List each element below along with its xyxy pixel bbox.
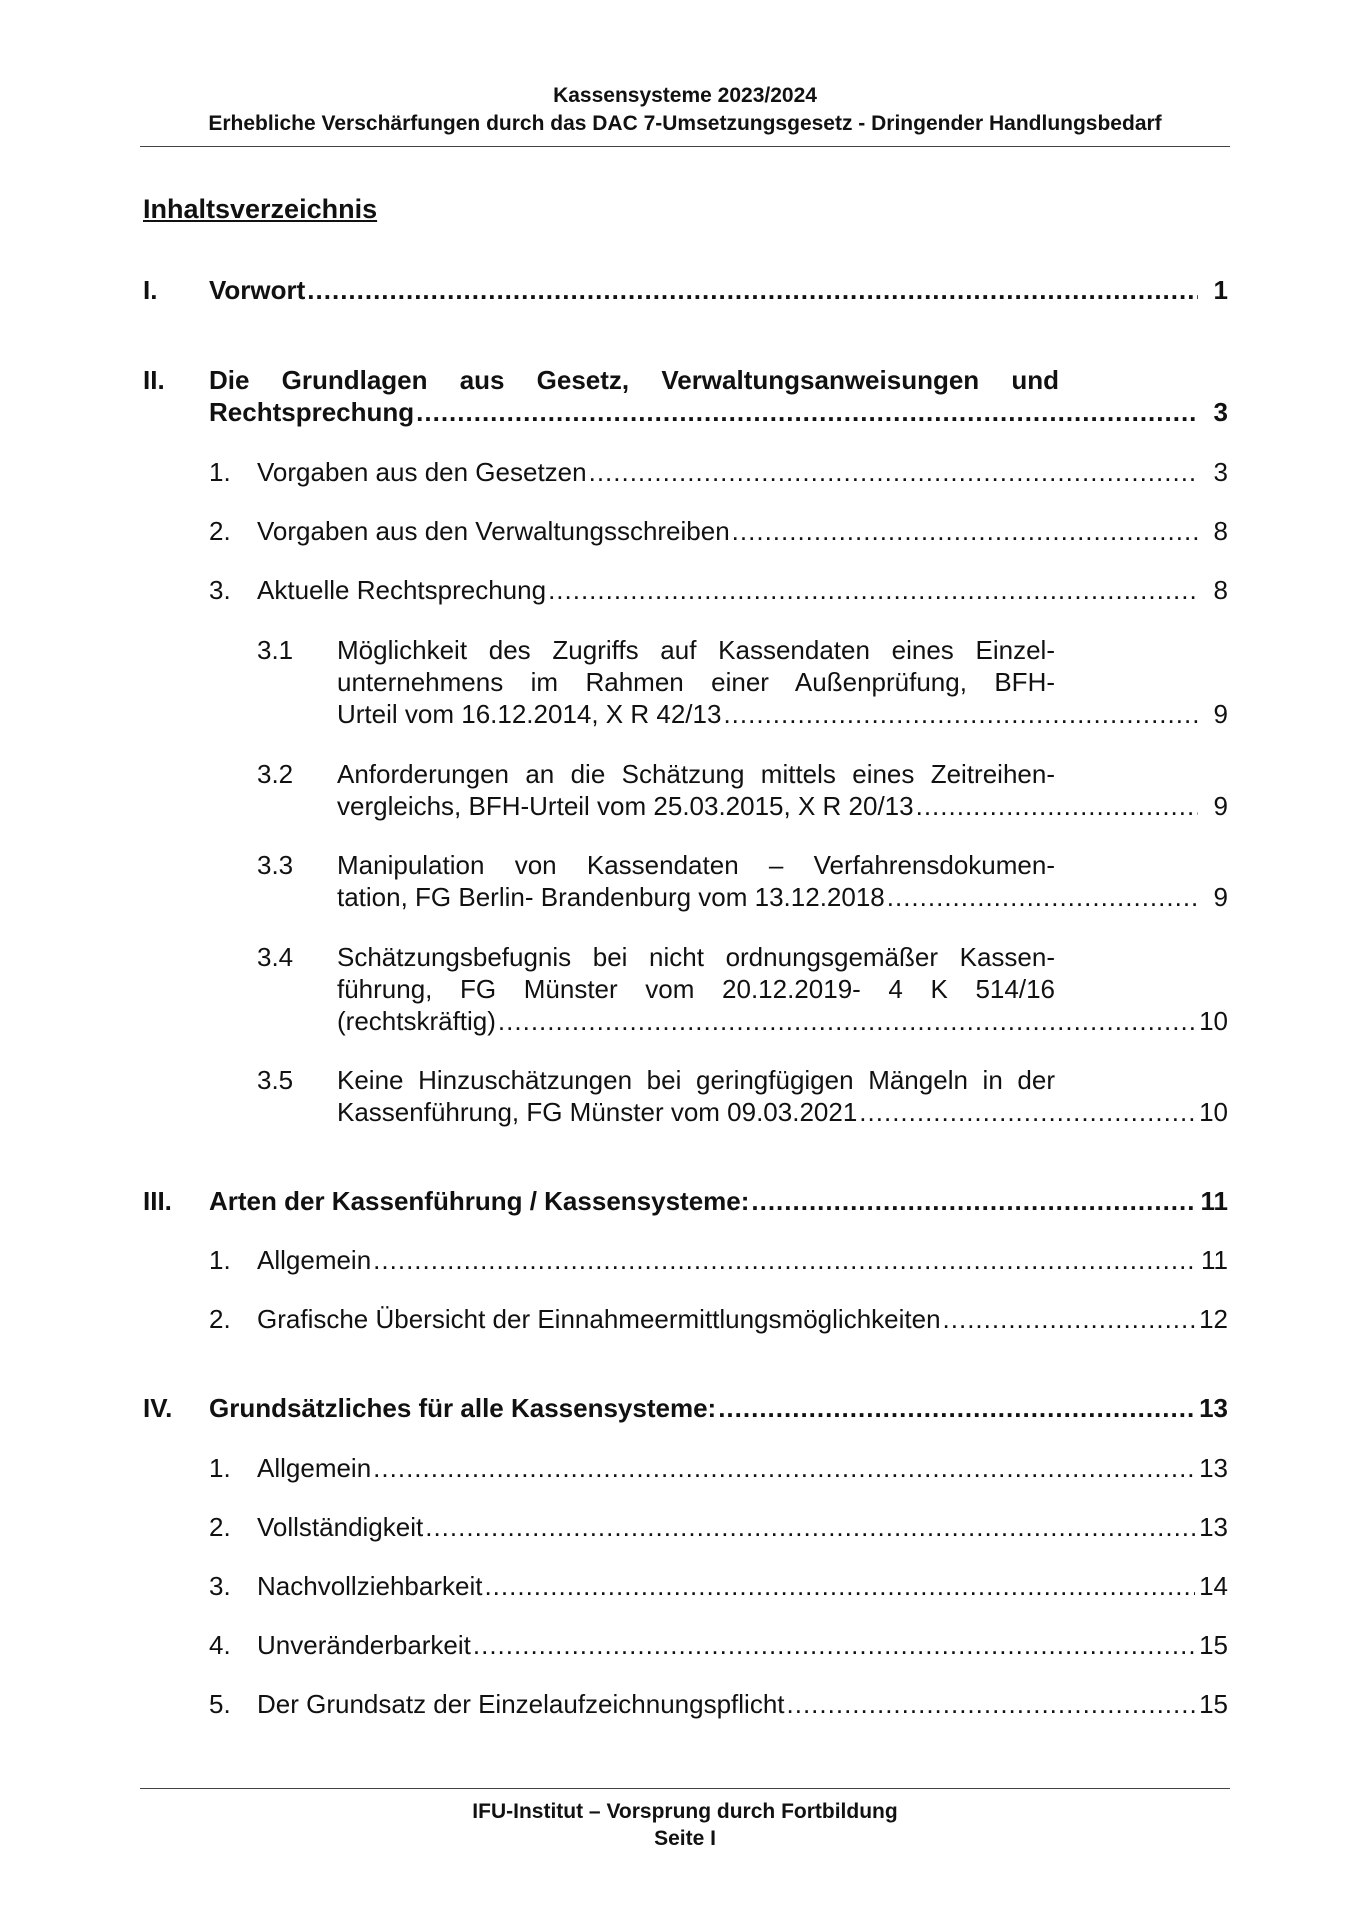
dot-leader xyxy=(732,515,1198,547)
dot-leader xyxy=(718,1392,1195,1424)
dot-leader xyxy=(484,1570,1195,1602)
toc-page-number: 13 xyxy=(1199,1512,1228,1542)
toc-page-number: 12 xyxy=(1199,1304,1228,1334)
page-footer xyxy=(140,1798,1230,1852)
footer-institute: IFU-Institut – Vorsprung durch Fortbildung xyxy=(472,1800,898,1823)
toc-entry-title: Allgemein xyxy=(257,1453,372,1483)
dot-leader xyxy=(887,881,1198,913)
toc-page-number: 13 xyxy=(1199,1453,1228,1483)
toc-page-number: 14 xyxy=(1199,1571,1228,1601)
toc-page-number: 10 xyxy=(1199,1006,1228,1036)
dot-leader xyxy=(589,456,1198,488)
toc-page-number: 10 xyxy=(1199,1097,1228,1127)
dot-leader xyxy=(307,274,1198,306)
toc-entry-title: Vollständigkeit xyxy=(257,1512,424,1542)
header-title: Kassensysteme 2023/2024 xyxy=(553,84,817,107)
toc-entry-title: Grundsätzliches für alle Kassensysteme: xyxy=(209,1393,717,1423)
toc-entry-title: tation, FG Berlin- Brandenburg vom 13.12.2018 xyxy=(337,882,885,912)
toc-heading: Inhaltsverzeichnis xyxy=(143,194,378,224)
toc-entry-number: 2. xyxy=(209,1512,231,1542)
toc-entry-number: 1. xyxy=(209,457,231,487)
toc-entry-number: 3.4 xyxy=(257,942,294,972)
dot-leader xyxy=(943,1303,1196,1335)
toc-entry-number: 2. xyxy=(209,1304,231,1334)
toc-entry-title: Arten der Kassenführung / Kassensysteme: xyxy=(209,1186,750,1216)
toc-entry-title-line: Die Grundlagen aus Gesetz, Verwaltungsanweisungen und xyxy=(209,365,1059,395)
dot-leader xyxy=(751,1185,1196,1217)
dot-leader xyxy=(723,698,1198,730)
dot-leader xyxy=(548,574,1198,606)
toc-entry-number: 3.3 xyxy=(257,850,294,880)
dot-leader xyxy=(498,1005,1195,1037)
header-divider xyxy=(140,146,1230,147)
toc-page-number: 9 xyxy=(1213,791,1228,821)
toc-entry-number: 3. xyxy=(209,575,231,605)
toc-entry-title-line: Möglichkeit des Zugriffs auf Kassendaten eines Einzel- xyxy=(337,635,1055,665)
dot-leader xyxy=(787,1688,1196,1720)
toc-entry-number: 4. xyxy=(209,1630,231,1660)
toc-entry-title-line: Schätzungsbefugnis bei nicht ordnungsgemäßer Kassen- xyxy=(337,942,1055,972)
toc-entry-title: Vorgaben aus den Verwaltungsschreiben xyxy=(257,516,730,546)
toc-page-number: 13 xyxy=(1199,1393,1228,1423)
toc-entry-number: III. xyxy=(143,1186,172,1216)
header-subtitle: Erhebliche Verschärfungen durch das DAC 7-Umsetzungsgesetz - Dringender Handlungsbedarf xyxy=(208,112,1162,135)
toc-entry-number: 3.2 xyxy=(257,759,294,789)
toc-entry-number: 1. xyxy=(209,1245,231,1275)
toc-entry-title: Vorwort xyxy=(209,275,306,305)
dot-leader xyxy=(473,1629,1195,1661)
dot-leader xyxy=(373,1452,1195,1484)
toc-page-number: 11 xyxy=(1200,1186,1228,1216)
toc-page-number: 15 xyxy=(1199,1630,1228,1660)
dot-leader xyxy=(859,1096,1195,1128)
toc-entry-title-line: führung, FG Münster vom 20.12.2019- 4 K 514/16 xyxy=(337,974,1055,1004)
toc-entry-title: Vorgaben aus den Gesetzen xyxy=(257,457,587,487)
toc-entry-title: Grafische Übersicht der Einnahmeermittlungsmöglichkeiten xyxy=(257,1304,941,1334)
toc-page-number: 9 xyxy=(1213,882,1228,912)
dot-leader xyxy=(373,1244,1197,1276)
toc-entry-title: Der Grundsatz der Einzelaufzeichnungspflicht xyxy=(257,1689,785,1719)
toc-entry-number: IV. xyxy=(143,1393,173,1423)
toc-entry-number: 2. xyxy=(209,516,231,546)
toc-page-number: 3 xyxy=(1213,457,1228,487)
footer-page-label: Seite I xyxy=(654,1827,716,1850)
toc-entry-number: 3.1 xyxy=(257,635,294,665)
toc-entry-number: 3.5 xyxy=(257,1065,294,1095)
toc-page-number: 11 xyxy=(1201,1245,1228,1275)
toc-entry-number: 5. xyxy=(209,1689,231,1719)
toc-page-number: 15 xyxy=(1199,1689,1228,1719)
toc-page-number: 8 xyxy=(1213,516,1228,546)
toc-entry-title: Rechtsprechung xyxy=(209,397,415,427)
toc-entry-title: Aktuelle Rechtsprechung xyxy=(257,575,547,605)
toc-page-number: 1 xyxy=(1213,275,1228,305)
dot-leader xyxy=(916,790,1198,822)
toc-entry-title-line: Anforderungen an die Schätzung mittels eines Zeitreihen- xyxy=(337,759,1055,789)
toc-entry-title: Kassenführung, FG Münster vom 09.03.2021 xyxy=(337,1097,858,1127)
dot-leader xyxy=(416,396,1198,428)
toc-entry-number: I. xyxy=(143,275,158,305)
toc-entry-title: Allgemein xyxy=(257,1245,372,1275)
toc-entry-title: Unveränderbarkeit xyxy=(257,1630,471,1660)
toc-entry-title: (rechtskräftig) xyxy=(337,1006,496,1036)
toc-page-number: 3 xyxy=(1213,397,1228,427)
toc-entry-title: Urteil vom 16.12.2014, X R 42/13 xyxy=(337,699,722,729)
toc-entry-title: Nachvollziehbarkeit xyxy=(257,1571,483,1601)
toc-entry-title-line: Keine Hinzuschätzungen bei geringfügigen Mängeln in der xyxy=(337,1065,1055,1095)
dot-leader xyxy=(425,1511,1195,1543)
page-header xyxy=(140,82,1230,138)
toc-entry-title-line: Manipulation von Kassendaten – Verfahrensdokumen- xyxy=(337,850,1055,880)
toc-entry-number: II. xyxy=(143,365,165,395)
toc-entry-number: 3. xyxy=(209,1571,231,1601)
toc-entry-number: 1. xyxy=(209,1453,231,1483)
toc-page-number: 9 xyxy=(1213,699,1228,729)
toc-entry-title-line: unternehmens im Rahmen einer Außenprüfung, BFH- xyxy=(337,667,1055,697)
footer-divider xyxy=(140,1788,1230,1789)
toc-entry-title: vergleichs, BFH-Urteil vom 25.03.2015, X R 20/13 xyxy=(337,791,914,821)
toc-page-number: 8 xyxy=(1213,575,1228,605)
